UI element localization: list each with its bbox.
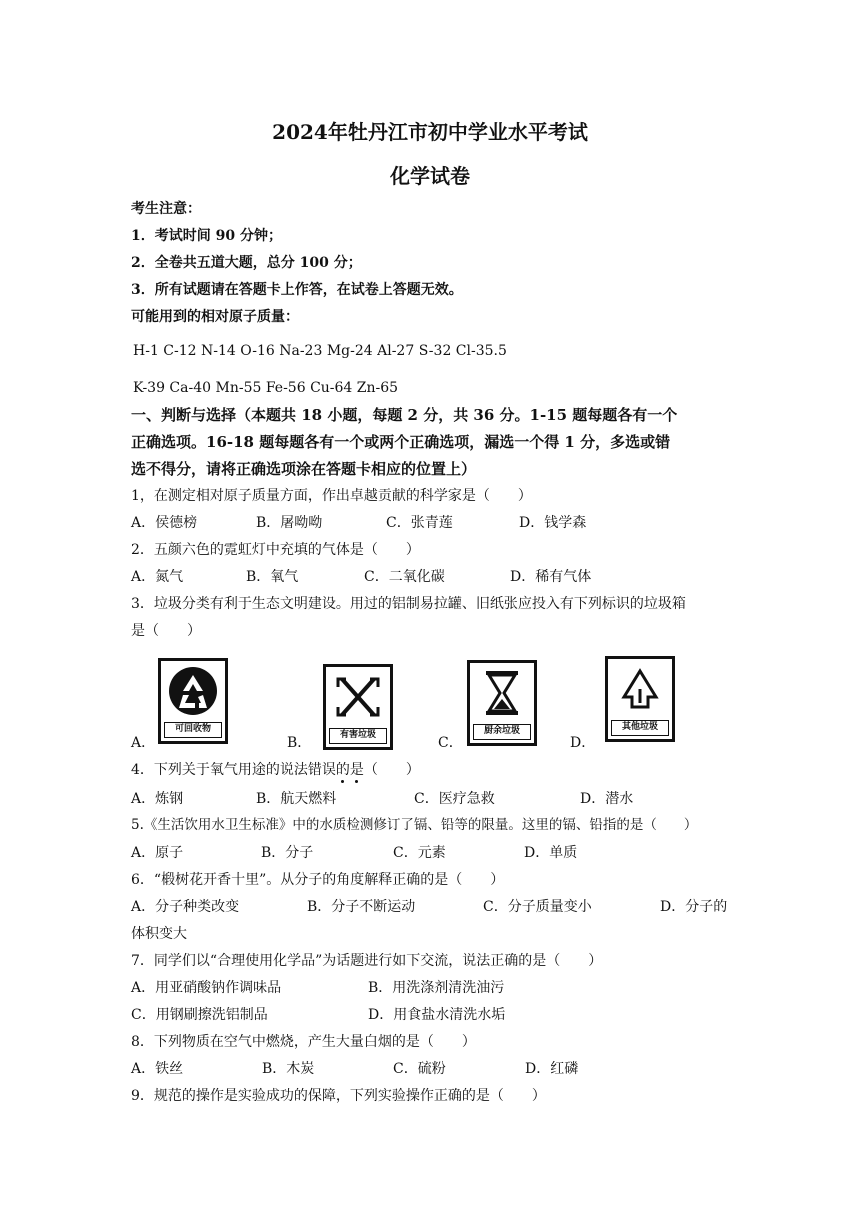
question-3-option-d: D．	[570, 735, 596, 751]
hazardous-sign-label: 有害垃圾	[329, 728, 387, 744]
question-6-stem: 6．“椴树花开香十里”。从分子的角度解释正确的是（ ）	[131, 872, 505, 888]
question-6-option-d: D．分子的	[660, 899, 728, 915]
question-1-option-c: C．张青莲	[386, 515, 453, 531]
question-7-stem: 7．同学们以“合理使用化学品”为话题进行如下交流，说法正确的是（ ）	[131, 953, 603, 969]
exam-title: 2024年牡丹江市初中学业水平考试	[272, 120, 588, 144]
atomic-mass-heading: 可能用到的相对原子质量：	[131, 309, 299, 325]
question-8-option-c: C．硫粉	[393, 1061, 446, 1077]
notice-heading: 考生注意：	[131, 201, 201, 217]
question-2-option-c: C．二氧化碳	[364, 569, 445, 585]
question-5-option-b: B．分子	[261, 845, 314, 861]
question-5-option-d: D．单质	[524, 845, 578, 861]
question-5-option-a: A．原子	[131, 845, 184, 861]
question-6-option-d-cont: 体积变大	[131, 926, 187, 942]
notice-item-3: 3．所有试题请在答题卡上作答，在试卷上答题无效。	[131, 282, 463, 298]
question-3-option-b: B．	[287, 735, 312, 751]
question-3-stem-cont: 是（ ）	[131, 623, 201, 639]
question-2-option-a: A．氮气	[131, 569, 184, 585]
question-4-stem: 4．下列关于氧气用途的说法错误的是（ ）	[131, 762, 420, 778]
question-7-option-a: A．用亚硝酸钠作调味品	[131, 980, 282, 996]
notice-item-2: 2．全卷共五道大题，总分 100 分；	[131, 255, 362, 271]
atomic-mass-line-2: K-39 Ca-40 Mn-55 Fe-56 Cu-64 Zn-65	[133, 380, 399, 396]
question-6-option-c: C．分子质量变小	[483, 899, 592, 915]
question-5-option-c: C．元素	[393, 845, 446, 861]
question-5-stem: 5.《生活饮用水卫生标准》中的水质检测修订了镉、铅等的限量。这里的镉、铅指的是（ ）	[131, 817, 698, 833]
kitchen-waste-sign-label: 厨余垃圾	[473, 724, 531, 740]
question-4-option-d: D．潜水	[580, 791, 634, 807]
question-9-stem: 9．规范的操作是实验成功的保障，下列实验操作正确的是（ ）	[131, 1088, 546, 1104]
hourglass-icon	[470, 663, 534, 723]
question-2-option-b: B．氧气	[246, 569, 299, 585]
question-3-stem: 3．垃圾分类有利于生态文明建设。用过的铝制易拉罐、旧纸张应投入有下列标识的垃圾箱	[131, 596, 686, 612]
question-8-option-a: A．铁丝	[131, 1061, 184, 1077]
emphasis-dot	[355, 780, 358, 783]
question-1-option-b: B．屠呦呦	[256, 515, 323, 531]
question-1-stem: 1，在测定相对原子质量方面，作出卓越贡献的科学家是（ ）	[131, 488, 532, 504]
notice-item-1: 1．考试时间 90 分钟；	[131, 228, 282, 244]
question-1-option-d: D．钱学森	[519, 515, 587, 531]
kitchen-waste-sign	[467, 660, 537, 746]
hazardous-sign	[323, 664, 393, 750]
recyclable-sign-label: 可回收物	[164, 722, 222, 738]
question-1-option-a: A．侯德榜	[131, 515, 198, 531]
question-3-option-c: C．	[438, 735, 463, 751]
recycle-icon	[161, 661, 225, 721]
question-6-option-b: B．分子不断运动	[307, 899, 416, 915]
question-2-stem: 2．五颜六色的霓虹灯中充填的气体是（ ）	[131, 542, 420, 558]
question-4-option-c: C．医疗急救	[414, 791, 495, 807]
question-3-option-a: A．	[131, 735, 156, 751]
question-7-option-c: C．用钢刷擦洗铝制品	[131, 1007, 268, 1023]
emphasis-dot	[341, 780, 344, 783]
recyclable-sign	[158, 658, 228, 744]
question-8-stem: 8．下列物质在空气中燃烧，产生大量白烟的是（ ）	[131, 1034, 476, 1050]
exam-subtitle: 化学试卷	[390, 164, 470, 188]
hazard-cross-icon	[326, 667, 390, 727]
section-1-heading-line-3: 选不得分，请将正确选项涂在答题卡相应的位置上）	[131, 460, 477, 478]
other-waste-sign-label: 其他垃圾	[611, 720, 669, 736]
question-7-option-d: D．用食盐水清洗水垢	[368, 1007, 506, 1023]
question-8-option-d: D．红磷	[525, 1061, 579, 1077]
section-1-heading-line-2: 正确选项。16-18 题每题各有一个或两个正确选项，漏选一个得 1 分，多选或错	[131, 433, 671, 451]
triangle-arrow-icon	[608, 659, 672, 719]
question-4-option-b: B．航天燃料	[256, 791, 337, 807]
question-7-option-b: B．用洗涤剂清洗油污	[368, 980, 505, 996]
atomic-mass-line-1: H-1 C-12 N-14 O-16 Na-23 Mg-24 Al-27 S-32 Cl-35.5	[133, 343, 507, 359]
question-6-option-a: A．分子种类改变	[131, 899, 240, 915]
question-2-option-d: D．稀有气体	[510, 569, 592, 585]
question-8-option-b: B．木炭	[262, 1061, 315, 1077]
question-4-option-a: A．炼钢	[131, 791, 184, 807]
section-1-heading-line-1: 一、判断与选择（本题共 18 小题，每题 2 分，共 36 分。1-15 题每题各有一个	[131, 406, 678, 424]
other-waste-sign	[605, 656, 675, 742]
